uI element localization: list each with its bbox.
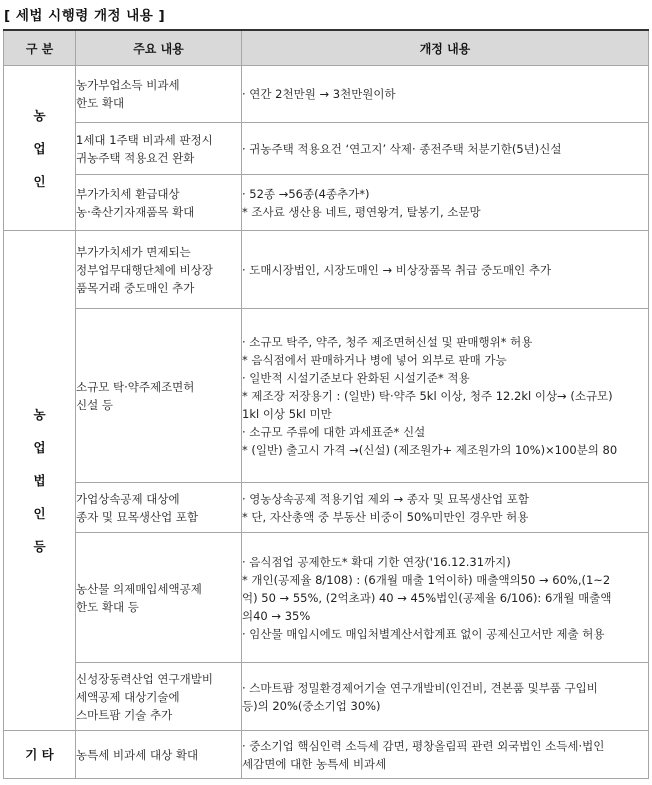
change-content-line: 세감면에 대한 농특세 비과세: [242, 756, 387, 771]
category-cell: [4, 66, 76, 231]
change-content-line: · 일반적 시설기준보다 완화된 시설기준* 적용: [242, 370, 470, 385]
main-content-line: 종자 및 묘목생산업 포함: [76, 509, 199, 524]
main-content-cell: [76, 123, 242, 175]
category-char: 업: [33, 140, 46, 156]
category-cell: [4, 731, 76, 779]
category-char: 인: [33, 506, 46, 521]
change-content-line: · 음식점업 공제한도* 확대 기한 연장('16.12.31까지): [242, 554, 511, 569]
header-category: 구 분: [4, 30, 76, 66]
change-content-line: · 스마트팜 정밀환경제어기술 연구개발비(인건비, 견본품 및부품 구입비: [242, 680, 598, 695]
main-content-line: 정부업무대행단체에 비상장: [76, 262, 213, 277]
main-content-line: 농가부업소득 비과세: [76, 78, 180, 92]
main-content-cell: [76, 731, 242, 779]
main-content-line: 품목거래 중도매인 추가: [76, 280, 195, 295]
category-char: 등: [33, 539, 46, 554]
change-content-cell: [242, 533, 649, 663]
change-content-cell: [242, 175, 649, 231]
table-body: [4, 66, 649, 779]
change-content-line: · 임산물 매입시에도 매입처별계산서합계표 없이 공제신고서만 제출 허용: [242, 626, 605, 641]
header-main-content: 주요 내용: [76, 30, 242, 66]
change-content-line: · 소규모 주류에 대한 과세표준* 신설: [242, 424, 426, 439]
change-content-cell: [242, 663, 649, 731]
category-cell: [4, 231, 76, 731]
main-content-line: 농산물 의제매입세액공제: [76, 581, 202, 596]
table-row: [4, 123, 649, 175]
change-content-line: · 영농상속공제 적용기업 제외 → 종자 및 묘목생산업 포함: [242, 491, 529, 506]
change-content-cell: [242, 483, 649, 533]
category-char: 인: [33, 173, 46, 189]
change-content-line: 억) 50 → 55%, (2억초과) 40 → 45%법인(공제율 6/106): 6개월 매출액: [242, 590, 612, 605]
change-content-line: * 제조장 저장용기 : (일반) 탁·약주 5kl 이상, 청주 12.2kl 이상→ (소규모): [242, 388, 613, 403]
main-content-cell: [76, 309, 242, 483]
main-content-line: 세액공제 대상기술에: [76, 689, 180, 704]
category-char: 농: [33, 107, 46, 123]
change-content-line: 등)의 20%(중소기업 30%): [242, 698, 381, 713]
category-char: 업: [33, 440, 46, 455]
main-content-line: 1세대 1주택 비과세 판정시: [76, 132, 213, 147]
category-char: 법: [33, 473, 46, 488]
main-content-cell: [76, 663, 242, 731]
category-char: 농: [33, 407, 46, 422]
table-row: [4, 731, 649, 779]
document-title: [ 세법 시행령 개정 내용 ]: [4, 8, 166, 24]
change-content-line: * 음식점에서 판매하거나 병에 넣어 외부로 판매 가능: [242, 352, 507, 367]
change-content-cell: [242, 309, 649, 483]
table-row: [4, 533, 649, 663]
table-row: [4, 175, 649, 231]
change-content-line: · 52종 →56종(4종추가*): [242, 186, 370, 201]
change-content-line: · 중소기업 핵심인력 소득세 감면, 평창올림픽 관련 외국법인 소득세·법인: [242, 738, 605, 753]
change-content-line: · 소규모 탁주, 약주, 청주 제조면허신설 및 판매행위* 허용: [242, 334, 533, 349]
change-content-line: * 조사료 생산용 네트, 평연왕겨, 탈봉기, 소문망: [242, 204, 481, 219]
header-row: [4, 30, 649, 66]
main-content-line: 가업상속공제 대상에: [76, 491, 180, 506]
revision-table: [3, 29, 649, 779]
main-content-line: 신설 등: [76, 397, 113, 412]
table-row: [4, 663, 649, 731]
main-content-line: 농특세 비과세 대상 확대: [76, 747, 199, 762]
main-content-line: 부가가치세가 면제되는: [76, 244, 191, 259]
main-content-cell: [76, 66, 242, 123]
main-content-cell: [76, 175, 242, 231]
change-content-cell: [242, 123, 649, 175]
table-row: [4, 483, 649, 533]
table-row: [4, 66, 649, 123]
header-change-content: 개정 내용: [242, 30, 649, 66]
table-row: [4, 309, 649, 483]
main-content-cell: [76, 231, 242, 309]
main-content-line: 한도 확대: [76, 96, 125, 110]
change-content-line: * 개인(공제율 8/108) : (6개월 매출 1억이하) 매출액의50 → 60%,(1~2: [242, 572, 611, 587]
change-content-cell: [242, 731, 649, 779]
main-content-line: 농·축산기자재품목 확대: [76, 204, 195, 219]
main-content-cell: [76, 483, 242, 533]
change-content-line: 의40 → 35%: [242, 608, 311, 623]
change-content-line: · 도매시장법인, 시장도매인 → 비상장품목 취급 중도매인 추가: [242, 262, 552, 277]
category-char: 기 타: [25, 747, 54, 762]
main-content-line: 신성장동력산업 연구개발비: [76, 671, 213, 686]
main-content-cell: [76, 533, 242, 663]
change-content-line: · 연간 2천만원 → 3천만원이하: [242, 87, 396, 101]
change-content-cell: [242, 66, 649, 123]
main-content-line: 스마트팜 기술 추가: [76, 707, 173, 722]
main-content-line: 소규모 탁·약주제조면허: [76, 379, 195, 394]
main-content-line: 귀농주택 적용요건 완화: [76, 150, 195, 165]
main-content-line: 한도 확대 등: [76, 599, 139, 614]
table-row: [4, 231, 649, 309]
change-content-cell: [242, 231, 649, 309]
main-content-line: 부가가치세 환급대상: [76, 186, 180, 201]
change-content-line: * 단, 자산총액 중 부동산 비중이 50%미만인 경우만 허용: [242, 509, 529, 524]
change-content-line: * (일반) 출고시 가격 →(신설) (제조원가+ 제조원가의 10%)×100분의 80: [242, 442, 618, 457]
change-content-line: 1kl 이상 5kl 미만: [242, 406, 332, 421]
change-content-line: · 귀농주택 적용요건 ‘연고지’ 삭제· 종전주택 처분기한(5년)신설: [242, 141, 562, 156]
